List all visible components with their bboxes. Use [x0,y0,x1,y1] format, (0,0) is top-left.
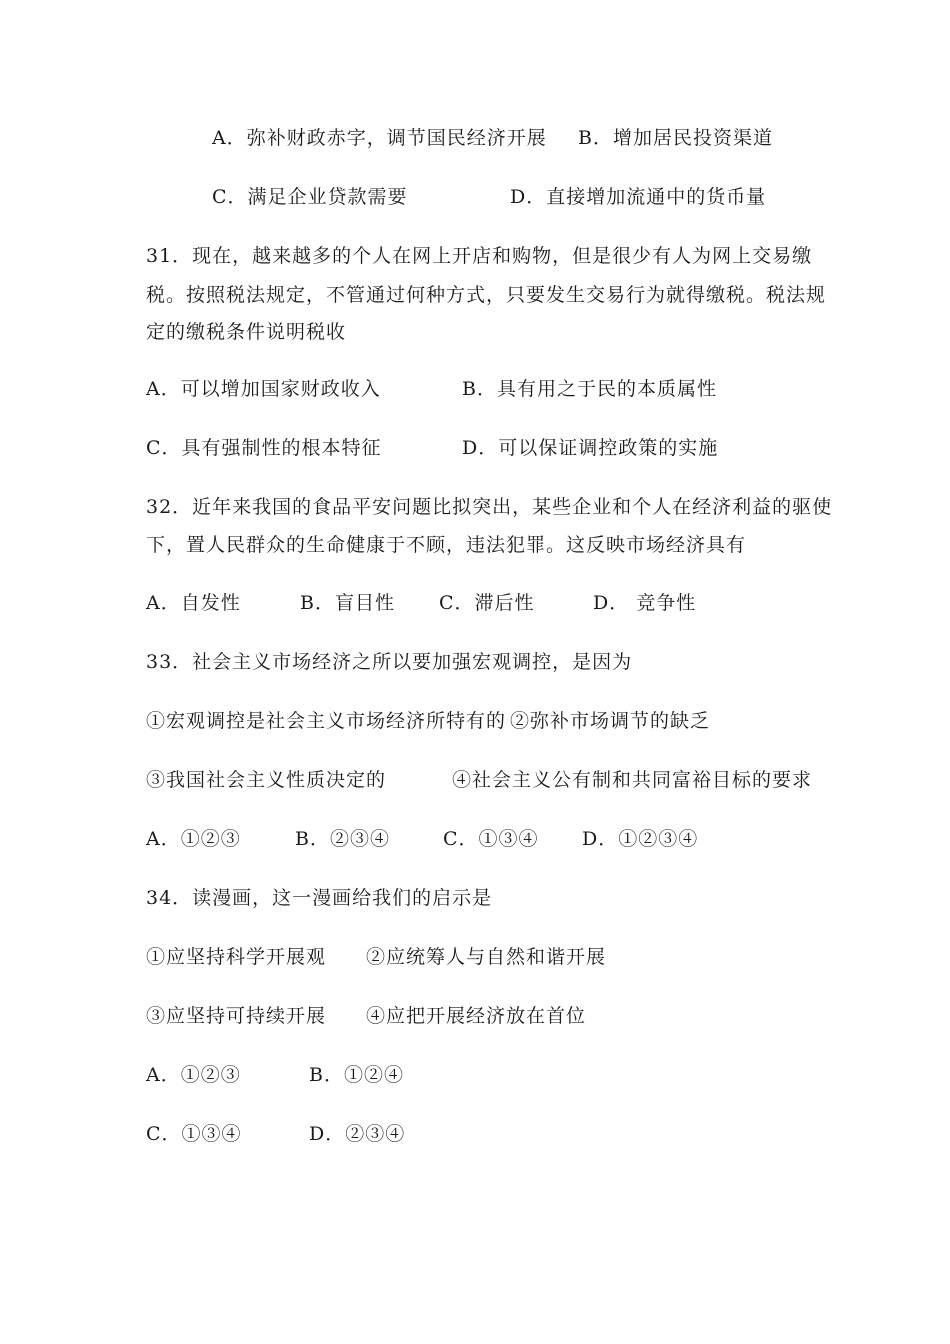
q31-option-a: A．可以增加国家财政收入 [146,378,381,400]
q33-statement-4: ④社会主义公有制和共同富裕目标的要求 [452,769,813,791]
q32-option-d: D． 竞争性 [593,592,697,614]
q31-stem-line-1: 31．现在，越来越多的个人在网上开店和购物，但是很少有人为网上交易缴 [146,245,813,267]
q30-option-a: A．弥补财政赤字，调节国民经济开展 [212,127,547,149]
q34-option-d: D．②③④ [309,1123,406,1145]
q33-statement-2: ②弥补市场调节的缺乏 [510,710,711,732]
q33-option-a: A．①②③ [146,828,241,850]
q33-statement-1: ①宏观调控是社会主义市场经济所特有的 [146,710,507,732]
q34-statement-2: ②应统筹人与自然和谐开展 [366,946,607,968]
q33-statement-3: ③我国社会主义性质决定的 [146,769,387,791]
q33-option-d: D．①②③④ [582,828,699,850]
q34-option-a: A．①②③ [146,1064,241,1086]
q34-statement-4: ④应把开展经济放在首位 [366,1005,587,1027]
q31-option-c: C．具有强制性的根本特征 [146,437,382,459]
q30-option-c: C．满足企业贷款需要 [212,186,408,208]
q31-option-b: B．具有用之于民的本质属性 [462,378,717,400]
q34-option-b: B．①②④ [309,1064,404,1086]
q32-option-a: A．自发性 [146,592,241,614]
q33-option-c: C．①③④ [443,828,539,850]
q32-stem-line-1: 32．近年来我国的食品平安问题比拟突出，某些企业和个人在经济利益的驱使 [146,496,833,518]
q34-option-c: C．①③④ [146,1123,242,1145]
q32-option-c: C．滞后性 [439,592,535,614]
q34-stem: 34．读漫画，这一漫画给我们的启示是 [146,887,493,909]
q32-stem-line-2: 下，置人民群众的生命健康于不顾，违法犯罪。这反映市场经济具有 [146,534,747,556]
q34-statement-1: ①应坚持科学开展观 [146,946,327,968]
q33-option-b: B．②③④ [295,828,390,850]
q30-option-d: D．直接增加流通中的货币量 [510,186,767,208]
q31-stem-line-3: 定的缴税条件说明税收 [146,321,347,343]
q32-option-b: B．盲目性 [300,592,395,614]
q34-statement-3: ③应坚持可持续开展 [146,1005,327,1027]
q30-option-b: B．增加居民投资渠道 [578,127,773,149]
q31-option-d: D．可以保证调控政策的实施 [462,437,719,459]
q31-stem-line-2: 税。按照税法规定，不管通过何种方式，只要发生交易行为就得缴税。税法规 [146,284,827,306]
q33-stem: 33．社会主义市场经济之所以要加强宏观调控，是因为 [146,651,633,673]
